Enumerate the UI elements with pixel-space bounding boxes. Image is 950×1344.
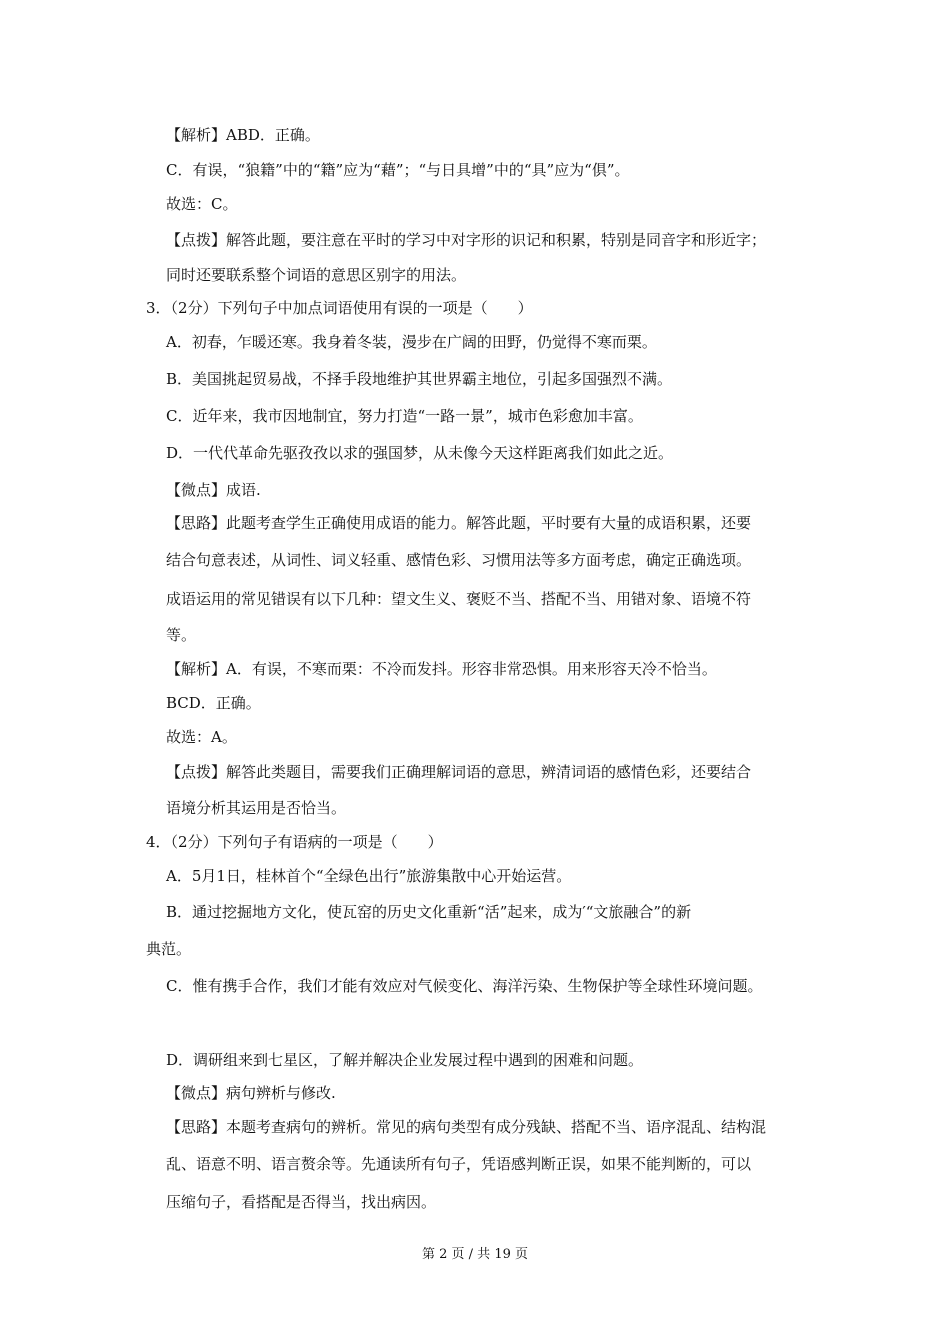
option-line: 典范。	[146, 940, 192, 958]
question-title: 4．（2分）下列句子有语病的一项是（ ）	[146, 833, 443, 851]
option-line: D．调研组来到七星区，了解并解决企业发展过程中遇到的困难和问题。	[166, 1051, 644, 1069]
page-footer: 第 2 页 / 共 19 页	[422, 1247, 528, 1262]
text-line: 故选：A。	[166, 728, 237, 746]
text-line: BCD．正确。	[166, 694, 261, 712]
option-line: C．惟有携手合作，我们才能有效应对气候变化、海洋污染、生物保护等全球性环境问题。	[166, 977, 763, 995]
text-line: 【思路】本题考查病句的辨析。常见的病句类型有成分残缺、搭配不当、语序混乱、结构混	[166, 1118, 767, 1136]
option-line: B．美国挑起贸易战，不择手段地维护其世界霸主地位，引起多国强烈不满。	[166, 370, 673, 388]
text-line: C．有误，“狼籍”中的“籍”应为“藉”；“与日具增”中的“具”应为“俱”。	[166, 161, 630, 179]
option-line: B．通过挖掘地方文化，使瓦窑的历史文化重新“活”起来，成为′“文旅融合”的新	[166, 903, 692, 921]
text-line: 成语运用的常见错误有以下几种：望文生义、褒贬不当、搭配不当、用错对象、语境不符	[166, 590, 752, 608]
option-line: A．初春，乍暖还寒。我身着冬装，漫步在广阔的田野，仍觉得不寒而栗。	[166, 333, 657, 351]
text-line: 乱、语意不明、语言赘余等。先通读所有句子，凭语感判断正误，如果不能判断的，可以	[166, 1155, 752, 1173]
option-line: A．5月1日，桂林首个“全绿色出行”旅游集散中心开始运营。	[166, 867, 572, 885]
text-line: 压缩句子，看搭配是否得当，找出病因。	[166, 1193, 437, 1211]
text-line: 等。	[166, 626, 197, 644]
text-line: 【思路】此题考查学生正确使用成语的能力。解答此题，平时要有大量的成语积累，还要	[166, 514, 752, 532]
option-line: D．一代代革命先驱孜孜以求的强国梦，从未像今天这样距离我们如此之近。	[166, 444, 674, 462]
question-title: 3．（2分）下列句子中加点词语使用有误的一项是（ ）	[146, 299, 533, 317]
text-line: 同时还要联系整个词语的意思区别字的用法。	[166, 266, 467, 284]
option-line: C．近年来，我市因地制宜，努力打造“一路一景”，城市色彩愈加丰富。	[166, 407, 643, 425]
text-line: 【点拨】解答此题，要注意在平时的学习中对字形的识记和积累，特别是同音字和形近字；	[166, 231, 767, 249]
text-line: 【点拨】解答此类题目，需要我们正确理解词语的意思，辨清词语的感情色彩，还要结合	[166, 763, 752, 781]
text-line: 【解析】ABD．正确。	[166, 126, 320, 144]
text-line: 结合句意表述，从词性、词义轻重、感情色彩、习惯用法等多方面考虑，确定正确选项。	[166, 551, 752, 569]
text-line: 语境分析其运用是否恰当。	[166, 799, 347, 817]
text-line: 【微点】病句辨析与修改.	[166, 1084, 336, 1102]
text-line: 故选：C。	[166, 195, 238, 213]
text-line: 【解析】A．有误，不寒而栗：不冷而发抖。形容非常恐惧。用来形容天冷不恰当。	[166, 660, 717, 678]
text-line: 【微点】成语.	[166, 481, 261, 499]
